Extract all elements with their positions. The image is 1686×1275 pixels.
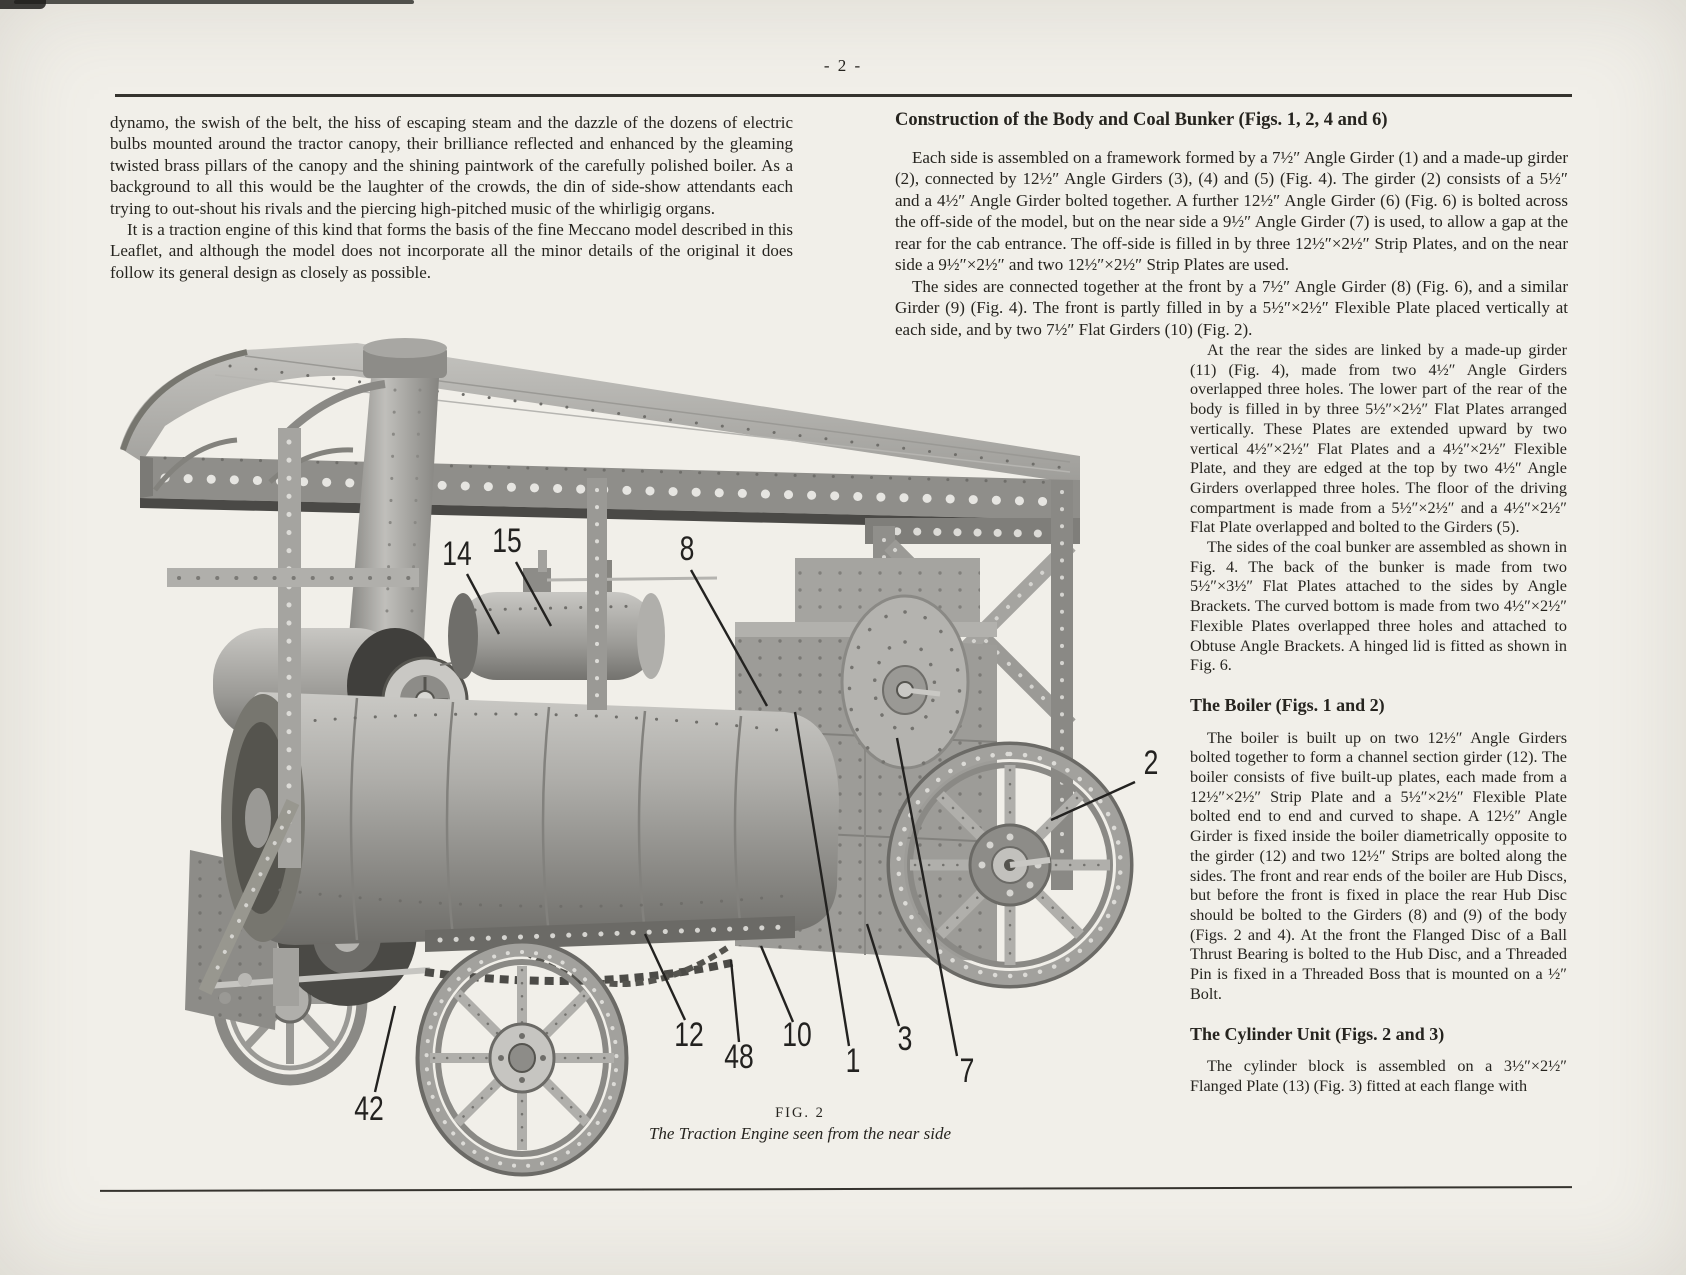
bottom-rule — [100, 1186, 1572, 1192]
figure-caption-text: The Traction Engine seen from the near side — [648, 1124, 952, 1143]
callout-label-15: 15 — [492, 521, 522, 560]
figure-number: FIG. 2 — [775, 1105, 825, 1121]
body-paragraph-3: At the rear the sides are linked by a made-up girder (11) (Fig. 4), made from two 4½″ Angle Girders overlapped three holes. The lower part of the rear of the body is filled in by three 5½″×2½″ Flat Plates arranged vertically. These Plates are extended upward by two vertical 4½″×2½″ Flat Plates and a 4½″×2½″ Flexible Plate, and they are edged at the top by two 4½″ Angle Girders overlapped three holes. The floor of the driving compartment is made from a 5½″×2½″ and a 4½″×2½″ Flat Plate overlapped and bolted to the Girders (5). — [1190, 341, 1567, 537]
callout-label-10: 10 — [782, 1015, 812, 1054]
figure-caption — [585, 1105, 1015, 1144]
flywheel — [842, 596, 968, 768]
callout-label-48: 48 — [724, 1037, 754, 1076]
body-column-wide — [895, 110, 1568, 340]
intro-column — [110, 112, 793, 283]
scan-artifact-corner — [0, 0, 46, 9]
callout-line-42 — [375, 1006, 395, 1092]
page-number: - 2 - — [823, 56, 863, 75]
body-paragraph-2: The sides are connected together at the front by a 7½″ Angle Girder (8) (Fig. 6), and a similar Girder (9) (Fig. 4). The front is partly filled in by a 5½″×2½″ Flexible Plate placed vertically at each side, and by two 7½″ Flat Girders (10) (Fig. 2). — [895, 276, 1568, 339]
cylinder-paragraph: The cylinder block is assembled on a 3½″×2½″ Flanged Plate (13) (Fig. 3) fitted at each flange with — [1190, 1057, 1567, 1095]
scan-artifact — [14, 0, 414, 4]
section-heading-cylinder-unit: The Cylinder Unit (Figs. 2 and 3) — [1190, 1023, 1445, 1044]
callout-label-2: 2 — [1143, 743, 1159, 782]
callout-line-48 — [731, 960, 739, 1042]
section-heading-boiler: The Boiler (Figs. 1 and 2) — [1190, 694, 1385, 715]
body-paragraph-4: The sides of the coal bunker are assembled as shown in Fig. 4. The back of the bunker is made from two 5½″×3½″ Flat Plates attached to the sides by Angle Brackets. The curved bottom is made from two 4½″×2½″ Flexible Plates overlapped three holes and attached to Obtuse Angle Brackets. A hinged lid is fitted as shown in Fig. 6. — [1190, 538, 1567, 675]
section-heading-body-coal-bunker: Construction of the Body and Coal Bunker (Figs. 1, 2, 4 and 6) — [895, 110, 1388, 130]
rear-wheel — [889, 744, 1131, 986]
callout-label-14: 14 — [442, 534, 472, 573]
callout-label-1: 1 — [845, 1041, 861, 1080]
top-rule — [115, 94, 1572, 97]
callout-label-42: 42 — [354, 1089, 384, 1128]
callout-label-3: 3 — [897, 1019, 913, 1058]
callout-label-12: 12 — [674, 1015, 704, 1054]
boiler-paragraph: The boiler is built up on two 12½″ Angle Girders bolted together to form a channel section girder (12). The boiler consists of five built-up plates, each made from a 12½″×2½″ Strip Plate and a 5½″×2½″ Flexible Plate bolted end to end and curved to shape. A 12½″ Angle Girder is fixed inside the boiler diametrically opposite to the girder (12) and two 12½″ Strips are bolted along the sides. The front and rear ends of the boiler are Hub Discs, but before the front is fixed in place the rear Hub Disc should be bolted to the Girders (8) and (9) of the body (Figs. 2 and 4). At the front the Flanged Disc of a Ball Thrust Bearing is bolted to the Hub Disc, and a Threaded Pin is fixed in a Threaded Boss that is mounted on a ½″ Bolt. — [1190, 728, 1567, 1003]
callout-line-10 — [761, 946, 793, 1022]
traction-engine-photo — [95, 330, 1165, 1185]
body-paragraph-1: Each side is assembled on a framework formed by a 7½″ Angle Girder (1) and a made-up girder (2), connected by 12½″ Angle Girders (3), (4) and (5) (Fig. 4). The girder (2) consists of a 5½″ and a 4½″ Angle Girder bolted together. A further 12½″ Angle Girder (6) (Fig. 6) is bolted across the off-side of the model, but on the near side a 9½″ Angle Girder (7) is used, to allow a gap at the rear for the cab entrance. The off-side is filled in by three 12½″×2½″ Strip Plates, and on the near side a 9½″×2½″ and two 12½″×2½″ Strip Plates are used. — [895, 147, 1568, 274]
intro-paragraph-1: dynamo, the swish of the belt, the hiss of escaping steam and the dazzle of the dozens of electric bulbs mounted around the tractor canopy, their brilliance reflected and enhanced by the gleaming twisted brass pillars of the canopy and the shining paintwork of the carefully polished boiler. As a background to all this would be the laughter of the crowds, the din of side-show attendants each trying to out-shout his rivals and the piercing high-pitched music of the whirligig organs. — [110, 113, 793, 218]
body-column-narrow — [1190, 341, 1567, 1097]
callout-label-8: 8 — [679, 529, 695, 568]
callout-label-7: 7 — [959, 1051, 975, 1090]
intro-paragraph-2: It is a traction engine of this kind that forms the basis of the fine Meccano model described in this Leaflet, and although the model does not incorporate all the minor details of the original it does follow its general design as closely as possible. — [110, 220, 793, 282]
